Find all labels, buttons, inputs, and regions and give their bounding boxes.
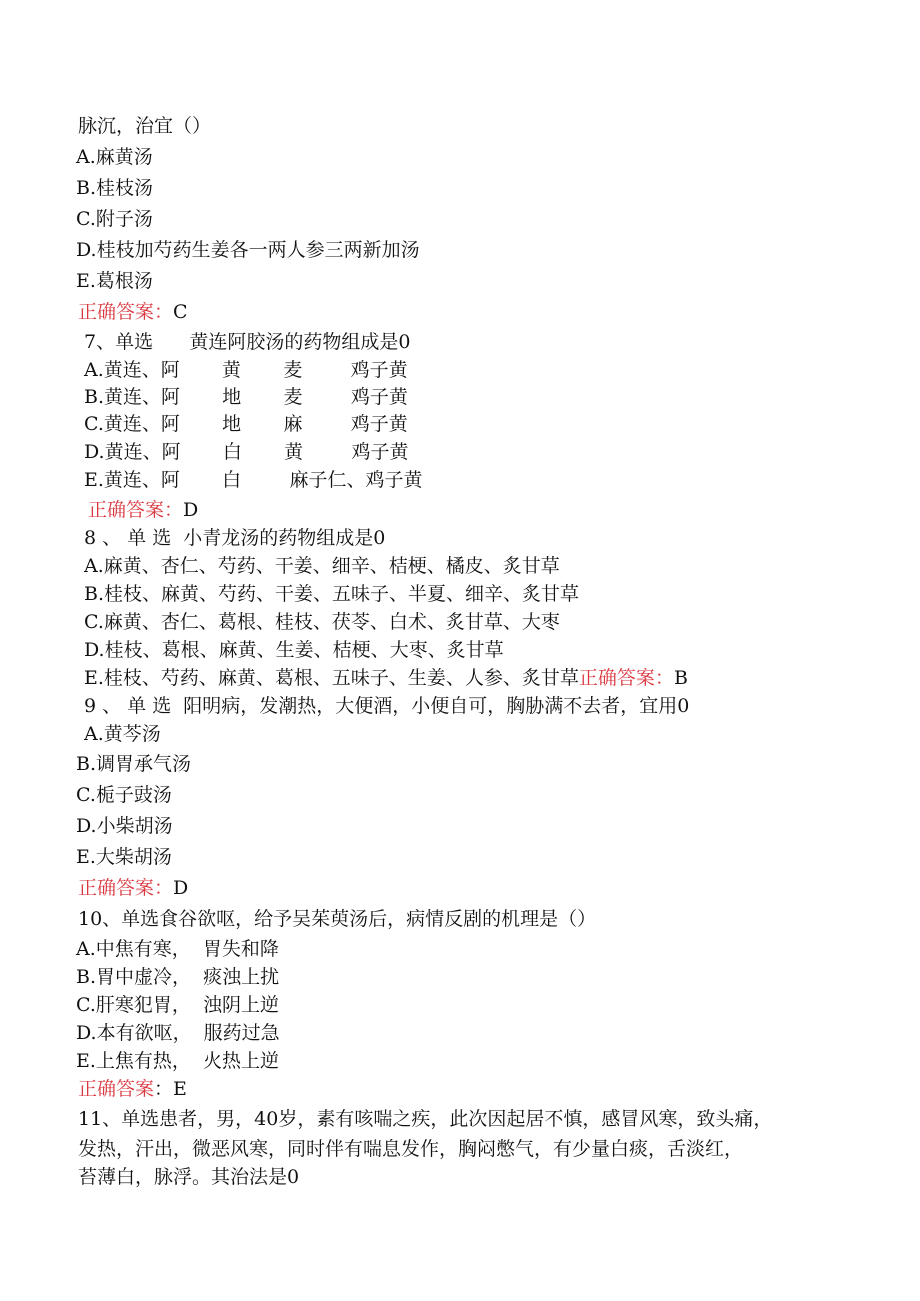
q9-option-c: C.栀子豉汤	[76, 784, 172, 806]
q7-option-d: D.黄连、阿 白 黄 鸡子黄	[84, 441, 409, 463]
q8-option-e-with-answer	[84, 666, 688, 690]
q11-line-2: 发热，汗出，微恶风寒，同时伴有喘息发作，胸闷憋气，有少量白痰，舌淡红，	[78, 1138, 744, 1160]
answer-label: 正确答案：	[78, 301, 174, 323]
q6-option-b: B.桂枝汤	[76, 177, 154, 199]
q7-stem: 7、单选 黄连阿胶汤的药物组成是0	[84, 331, 411, 353]
q6-answer	[78, 300, 188, 324]
q9-option-b: B.调胃承气汤	[76, 753, 192, 775]
q7-option-e: E.黄连、阿 白 麻子仁、鸡子黄	[84, 469, 423, 491]
q9-option-d: D.小柴胡汤	[76, 815, 173, 837]
q8-option-c: C.麻黄、杏仁、葛根、桂枝、茯苓、白术、炙甘草、大枣	[84, 611, 560, 633]
answer-letter: D	[173, 877, 189, 899]
q10-option-a: A.中焦有寒， 胃失和降	[76, 938, 279, 960]
answer-letter: E	[173, 1078, 187, 1100]
answer-label: 正确答案：	[78, 877, 174, 899]
q10-option-e: E.上焦有热， 火热上逆	[76, 1050, 279, 1072]
q8-option-e: E.桂枝、芍药、麻黄、葛根、五味子、生姜、人参、炙甘草	[84, 667, 579, 689]
q6-stem-end: 脉沉，治宜（）	[78, 115, 212, 137]
q11-line-3: 苔薄白，脉浮。其治法是0	[78, 1166, 300, 1188]
q7-option-a: A.黄连、阿 黄 麦 鸡子黄	[84, 359, 408, 381]
q10-option-d: D.本有欲呕， 服药过急	[76, 1022, 280, 1044]
q6-option-a: A.麻黄汤	[76, 146, 153, 168]
q7-option-c: C.黄连、阿 地 麻 鸡子黄	[84, 413, 408, 435]
answer-label: 正确答案：	[88, 499, 184, 521]
q10-answer	[78, 1077, 187, 1101]
q9-answer	[78, 876, 188, 900]
q9-option-a: A.黄芩汤	[84, 723, 161, 745]
answer-letter: C	[173, 301, 188, 323]
q7-option-b: B.黄连、阿 地 麦 鸡子黄	[84, 386, 408, 408]
q10-option-c: C.肝寒犯胃， 浊阴上逆	[76, 994, 279, 1016]
q11-line-1: 11、单选患者，男，40岁，素有咳喘之疾，此次因起居不慎，感冒风寒，致头痛，	[78, 1108, 773, 1130]
q9-option-e: E.大柴胡汤	[76, 846, 172, 868]
answer-label: 正确答案	[78, 1078, 155, 1100]
q8-option-b: B.桂枝、麻黄、芍药、干姜、五味子、半夏、细辛、炙甘草	[84, 583, 580, 605]
q6-option-d: D.桂枝加芍药生姜各一两人参三两新加汤	[76, 239, 420, 261]
q9-stem: 9 、 单 选 阳明病，发潮热，大便酒，小便自可，胸胁满不去者，宜用0	[84, 695, 690, 717]
q8-option-a: A.麻黄、杏仁、芍药、干姜、细辛、桔梗、橘皮、炙甘草	[84, 555, 560, 577]
q8-option-d: D.桂枝、葛根、麻黄、生姜、桔梗、大枣、炙甘草	[84, 639, 504, 661]
answer-letter: D	[183, 499, 199, 521]
q6-option-c: C.附子汤	[76, 208, 153, 230]
q6-option-e: E.葛根汤	[76, 270, 153, 292]
q8-stem: 8 、 单 选 小青龙汤的药物组成是0	[84, 527, 386, 549]
answer-letter: B	[673, 667, 688, 689]
q10-stem: 10、单选食谷欲呕，给予吴茱萸汤后，病情反剧的机理是（）	[78, 908, 597, 930]
answer-label: 正确答案：	[578, 667, 674, 689]
q10-option-b: B.胃中虚冷， 痰浊上扰	[76, 966, 280, 988]
answer-separator: ：	[154, 1078, 174, 1100]
q7-answer	[88, 498, 198, 522]
